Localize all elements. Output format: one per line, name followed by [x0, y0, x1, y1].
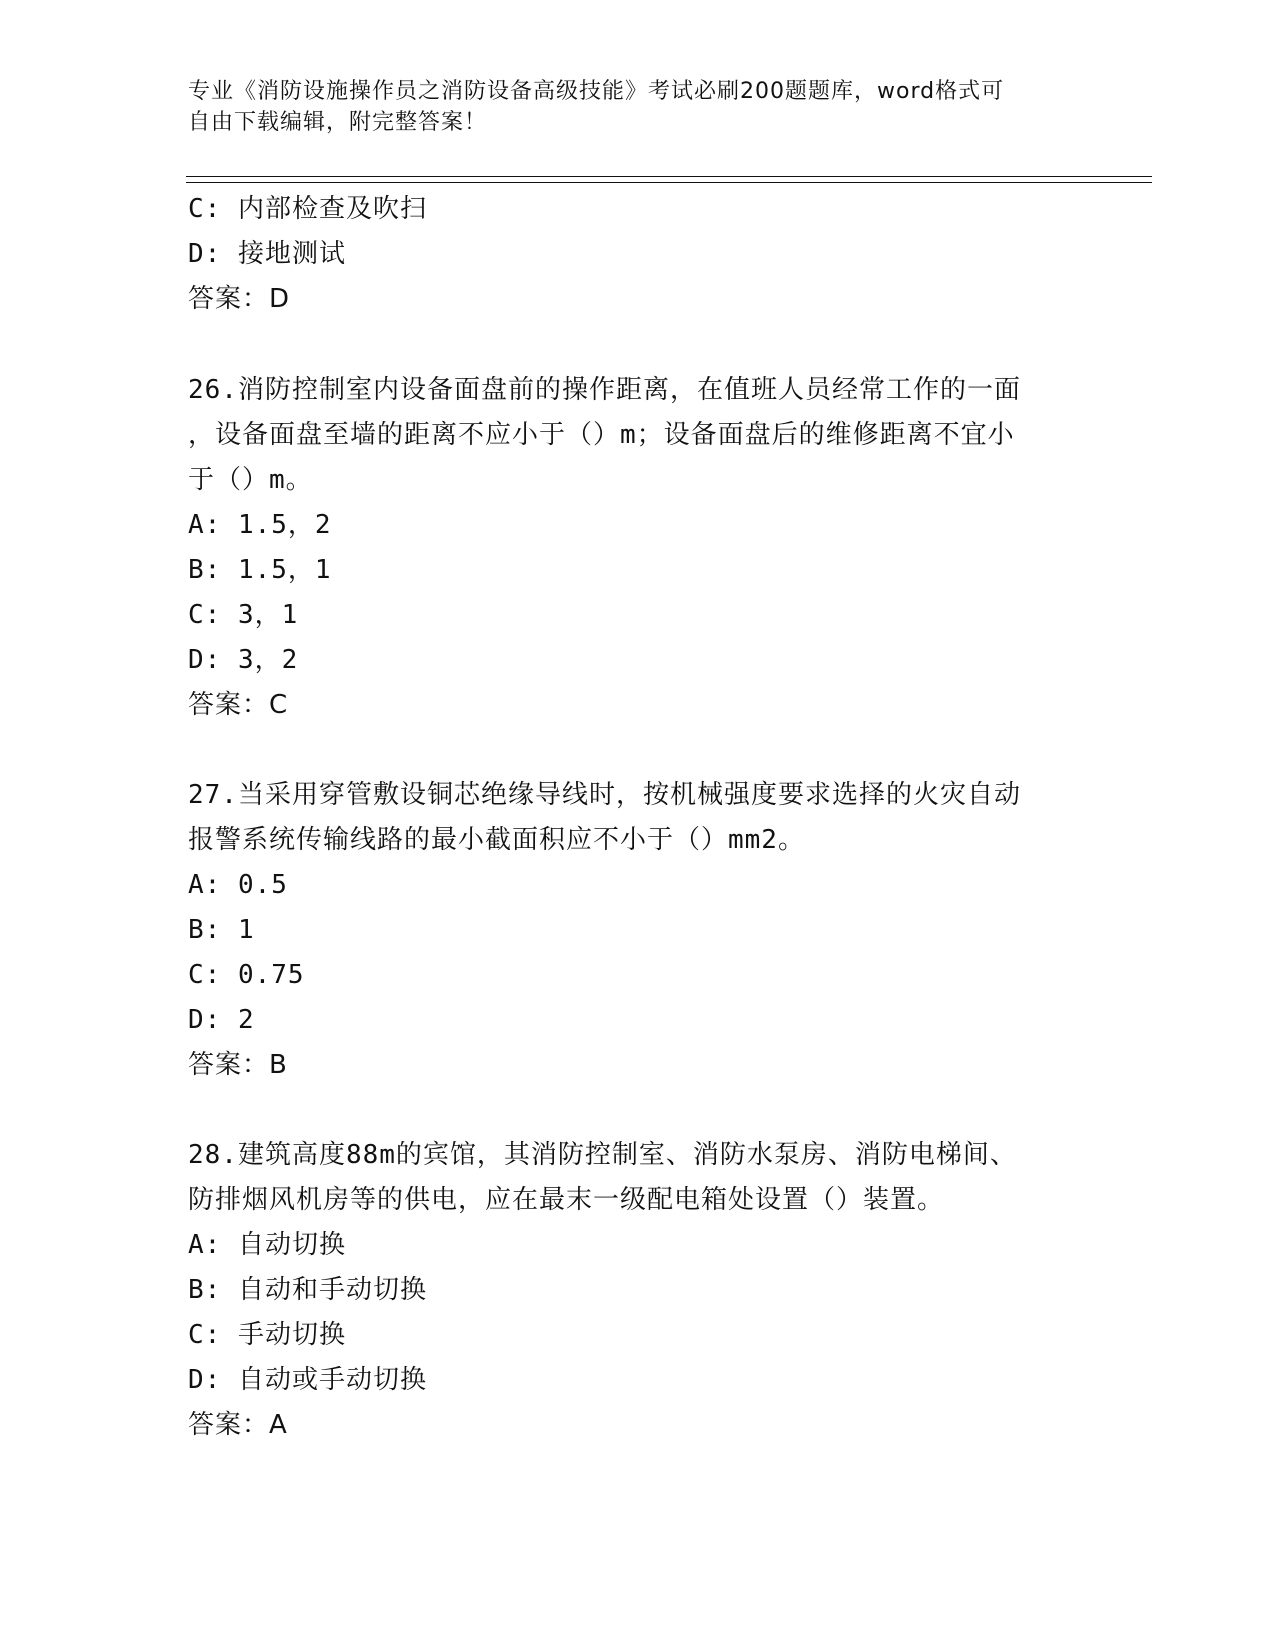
q27-stem-line-1: 27.当采用穿管敷设铜芯绝缘导线时，按机械强度要求选择的火灾自动: [188, 780, 1021, 810]
q26-stem-line-1: 26.消防控制室内设备面盘前的操作距离，在值班人员经常工作的一面: [188, 375, 1021, 405]
q28-stem-line-2: 防排烟风机房等的供电，应在最末一级配电箱处设置（）装置。: [188, 1185, 945, 1215]
q28-option-a: A: 自动切换: [188, 1230, 346, 1260]
q28-option-b: B: 自动和手动切换: [188, 1275, 427, 1305]
q27-option-a: A: 0.5: [188, 870, 288, 900]
header-rule-top: [186, 176, 1152, 177]
q28-option-d: D: 自动或手动切换: [188, 1365, 427, 1395]
q27-option-c: C: 0.75: [188, 960, 305, 990]
document-header: [188, 76, 1088, 138]
q28-option-c: C: 手动切换: [188, 1320, 346, 1350]
q27-option-d: D: 2: [188, 1005, 255, 1035]
q25-option-d: D: 接地测试: [188, 239, 346, 269]
q28-stem-line-1: 28.建筑高度88m的宾馆，其消防控制室、消防水泵房、消防电梯间、: [188, 1140, 1017, 1170]
q28-answer: 答案：A: [188, 1410, 288, 1440]
q26-option-b: B: 1.5，1: [188, 555, 332, 585]
q27-option-b: B: 1: [188, 915, 255, 945]
q26-stem-line-2: ，设备面盘至墙的距离不应小于（）m；设备面盘后的维修距离不宜小: [188, 420, 1015, 450]
q26-stem-line-3: 于（）m。: [188, 465, 313, 495]
q26-option-a: A: 1.5，2: [188, 510, 332, 540]
q27-stem-line-2: 报警系统传输线路的最小截面积应不小于（）mm2。: [188, 825, 805, 855]
q26-option-d: D: 3，2: [188, 645, 299, 675]
q27-answer: 答案：B: [188, 1050, 288, 1080]
q26-answer: 答案：C: [188, 690, 289, 720]
q25-answer: 答案：D: [188, 284, 291, 314]
q26-option-c: C: 3，1: [188, 600, 299, 630]
header-rule-bottom: [186, 182, 1152, 183]
header-line-1: 专业《消防设施操作员之消防设备高级技能》考试必刷200题题库，word格式可: [188, 79, 1005, 104]
header-line-2: 自由下载编辑，附完整答案！: [188, 110, 488, 135]
q25-option-c: C: 内部检查及吹扫: [188, 194, 427, 224]
